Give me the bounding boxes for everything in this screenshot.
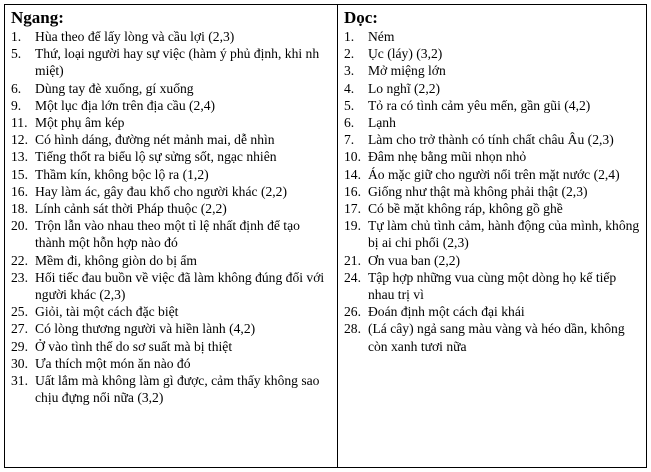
clue-text: Lo nghĩ (2,2) bbox=[367, 80, 441, 96]
clue-text: Hay làm ác, gây đau khổ cho người khác (2,2) bbox=[35, 183, 287, 199]
clue-text: Lạnh bbox=[367, 115, 396, 131]
clue-number: 21. bbox=[343, 252, 361, 268]
clue-number: 1. bbox=[343, 29, 355, 44]
down-clue bbox=[344, 303, 642, 320]
down-title: Dọc: bbox=[343, 8, 378, 27]
across-clue bbox=[11, 45, 333, 79]
down-clue bbox=[344, 320, 642, 354]
clue-number: 17. bbox=[343, 201, 361, 217]
down-clue bbox=[344, 166, 642, 183]
clue-text: Áo mặc giữ cho người nổi trên mặt nước (2,4) bbox=[367, 166, 620, 182]
clue-text: Tỏ ra có tình cảm yêu mến, gần gũi (4,2) bbox=[367, 97, 591, 113]
clue-text: Làm cho trở thành có tính chất châu Âu (2,3) bbox=[367, 132, 614, 148]
clue-number: 23. bbox=[11, 269, 28, 285]
clue-number: 4. bbox=[343, 80, 355, 96]
across-column bbox=[5, 5, 338, 467]
clue-text: Một lục địa lớn trên địa cầu (2,4) bbox=[35, 97, 216, 113]
clue-text: Trộn lẫn vào nhau theo một tỉ lệ nhất định để tạo thành một hỗn hợp nào đó bbox=[35, 218, 300, 251]
across-clue bbox=[11, 252, 333, 269]
across-clue bbox=[11, 269, 333, 303]
clue-number: 31. bbox=[11, 373, 28, 389]
down-clue-list bbox=[344, 28, 642, 355]
clue-text: Một phụ âm kép bbox=[35, 115, 125, 131]
across-clue bbox=[11, 80, 333, 97]
down-clue bbox=[344, 217, 642, 251]
clue-text: Hùa theo để lấy lòng và cầu lợi (2,3) bbox=[35, 29, 235, 44]
down-clue bbox=[344, 62, 642, 79]
clue-text: Thứ, loại người hay sự việc (hàm ý phủ định, khi nh miệt) bbox=[35, 46, 320, 79]
clue-text: Ưa thích một món ăn nào đó bbox=[35, 355, 191, 371]
across-clue bbox=[11, 131, 333, 148]
clue-text: Có hình dáng, đường nét mảnh mai, dễ nhìn bbox=[35, 132, 275, 148]
clue-table bbox=[4, 4, 647, 468]
clue-number: 10. bbox=[343, 149, 361, 165]
clue-number: 27. bbox=[11, 321, 28, 337]
clue-text: Có bề mặt không ráp, không gồ ghề bbox=[367, 201, 563, 217]
clue-number: 6. bbox=[11, 80, 22, 96]
clue-text: Ở vào tình thế do sơ suất mà bị thiệt bbox=[35, 338, 233, 354]
down-clue bbox=[344, 97, 642, 114]
down-clue bbox=[344, 252, 642, 269]
clue-text: (Lá cây) ngả sang màu vàng và héo dần, không còn xanh tươi nữa bbox=[367, 321, 625, 354]
across-clue bbox=[11, 28, 333, 45]
clue-text: Ơn vua ban (2,2) bbox=[367, 252, 461, 268]
down-column bbox=[338, 5, 646, 467]
clue-number: 15. bbox=[11, 166, 28, 182]
clue-number: 22. bbox=[11, 252, 28, 268]
clue-text: Giống như thật mà không phải thật (2,3) bbox=[367, 183, 588, 199]
across-clue bbox=[11, 320, 333, 337]
across-clue bbox=[11, 355, 333, 372]
clue-number: 13. bbox=[11, 149, 28, 165]
clue-text: Thầm kín, không bộc lộ ra (1,2) bbox=[35, 166, 209, 182]
down-clue bbox=[344, 28, 642, 45]
down-clue bbox=[344, 269, 642, 303]
across-clue bbox=[11, 372, 333, 406]
clue-number: 29. bbox=[11, 338, 28, 354]
across-clue bbox=[11, 338, 333, 355]
down-clue bbox=[344, 131, 642, 148]
clue-number: 5. bbox=[343, 97, 355, 113]
down-clue bbox=[344, 114, 642, 131]
clue-number: 25. bbox=[11, 304, 28, 320]
across-clue bbox=[11, 183, 333, 200]
clue-number: 20. bbox=[11, 218, 28, 234]
clue-text: Tiếng thốt ra biểu lộ sự sửng sốt, ngạc nhiên bbox=[35, 149, 277, 165]
clue-text: Giỏi, tài một cách đặc biệt bbox=[35, 304, 179, 320]
clue-number: 19. bbox=[343, 218, 361, 234]
across-clue bbox=[11, 148, 333, 165]
clue-text: Ném bbox=[367, 29, 395, 44]
clue-text: Uất lắm mà không làm gì được, cảm thấy không sao chịu đựng nổi nữa (3,2) bbox=[35, 373, 320, 406]
clue-text: Mềm đi, không giòn do bị ẩm bbox=[35, 252, 197, 268]
clue-text: Tự làm chủ tình cảm, hành động của mình, không bị ai chi phối (2,3) bbox=[367, 218, 640, 251]
across-clue bbox=[11, 97, 333, 114]
down-clue bbox=[344, 45, 642, 62]
clue-number: 1. bbox=[11, 29, 22, 44]
clue-number: 6. bbox=[343, 115, 355, 131]
across-title: Ngang: bbox=[11, 8, 64, 27]
down-clue bbox=[344, 148, 642, 165]
clue-text: Tập hợp những vua cùng một dòng họ kế tiếp nhau trị vì bbox=[367, 269, 617, 303]
clue-number: 14. bbox=[343, 166, 361, 182]
across-clue bbox=[11, 166, 333, 183]
clue-text: Ục (láy) (3,2) bbox=[367, 46, 443, 62]
clue-number: 16. bbox=[343, 183, 361, 199]
clue-text: Lính cảnh sát thời Pháp thuộc (2,2) bbox=[35, 201, 227, 217]
clue-number: 18. bbox=[11, 201, 28, 217]
down-clue bbox=[344, 200, 642, 217]
across-clue bbox=[11, 200, 333, 217]
clue-text: Mở miệng lớn bbox=[367, 63, 446, 79]
across-clue bbox=[11, 217, 333, 251]
clue-number: 5. bbox=[11, 46, 22, 62]
across-clue bbox=[11, 114, 333, 131]
clue-number: 7. bbox=[343, 132, 355, 148]
clue-number: 26. bbox=[343, 304, 361, 320]
clue-number: 24. bbox=[343, 269, 361, 285]
down-clue bbox=[344, 183, 642, 200]
clue-number: 3. bbox=[343, 63, 355, 79]
clue-text: Có lòng thương người và hiền lành (4,2) bbox=[35, 321, 256, 337]
clue-number: 9. bbox=[11, 97, 22, 113]
down-clue bbox=[344, 80, 642, 97]
clue-number: 2. bbox=[343, 46, 355, 62]
clue-number: 11. bbox=[11, 115, 28, 131]
clue-number: 30. bbox=[11, 355, 28, 371]
clue-number: 12. bbox=[11, 132, 28, 148]
across-clue bbox=[11, 303, 333, 320]
across-clue-list bbox=[11, 28, 333, 406]
clue-text: Đâm nhẹ bằng mũi nhọn nhỏ bbox=[367, 149, 527, 165]
clue-number: 28. bbox=[343, 321, 361, 337]
clue-text: Hối tiếc đau buồn về việc đã làm không đúng đối với người khác (2,3) bbox=[35, 269, 325, 303]
clue-text: Đoán định một cách đại khái bbox=[367, 304, 525, 320]
clue-number: 16. bbox=[11, 183, 28, 199]
clue-text: Dùng tay đè xuống, gí xuống bbox=[35, 80, 194, 96]
